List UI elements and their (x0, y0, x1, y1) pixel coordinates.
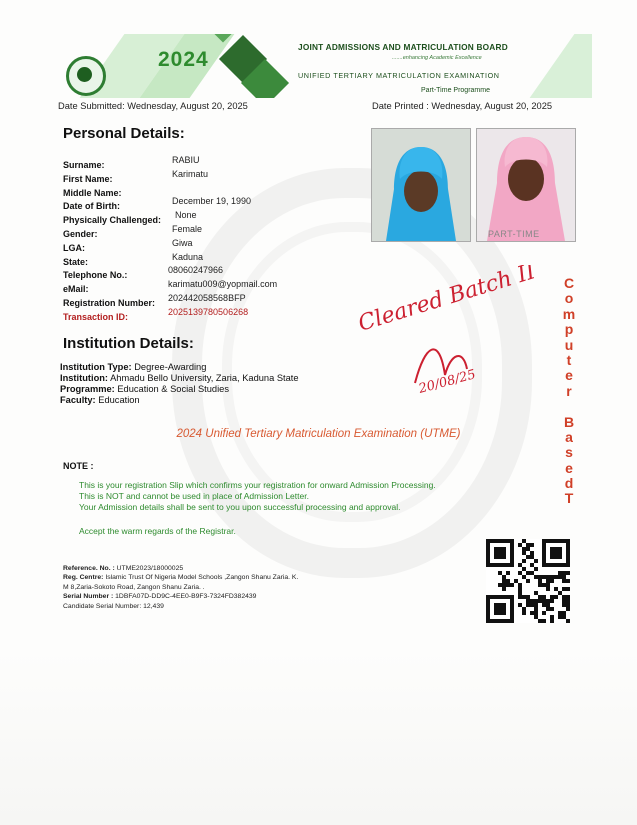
personal-field-row (63, 183, 343, 197)
vertical-letter: d (564, 475, 574, 492)
vertical-letter (562, 399, 576, 414)
personal-field-row (63, 307, 343, 321)
header-year: 2024 (158, 48, 209, 71)
vertical-letter: m (562, 305, 576, 322)
vertical-letter: r (566, 382, 572, 399)
handwritten-clearance (355, 265, 555, 410)
candidate-photo-1 (371, 128, 471, 242)
field-value: Giwa (172, 237, 193, 248)
personal-field-row (63, 196, 343, 210)
note-body: This is your registration Slip which confirms your registration for onward Admission Processing. This is NOT and cannot be used in place of Admission Letter. Your Admission details shall be sent to you upon successful processing and approval. (79, 480, 436, 512)
field-value: RABIU (172, 155, 200, 165)
computer-based-vertical-text (562, 276, 576, 507)
field-value: Karimatu (172, 168, 209, 179)
field-label: Transaction ID: (63, 311, 129, 322)
vertical-letter: u (564, 336, 574, 353)
board-tagline: .......enhancing Academic Excellence (392, 55, 482, 61)
field-label: Surname: (63, 160, 105, 170)
vertical-letter: C (563, 275, 575, 291)
personal-field-row (63, 210, 343, 224)
personal-fields (63, 155, 343, 321)
date-printed: Date Printed : Wednesday, August 20, 2025 (372, 101, 553, 111)
personal-field-row (63, 293, 343, 307)
qr-code-icon (486, 538, 570, 624)
field-value: 08060247966 (168, 265, 224, 276)
field-label: Gender: (63, 228, 98, 239)
photo-caption: PART-TIME (488, 229, 540, 239)
field-value: karimatu009@yopmail.com (168, 279, 278, 290)
board-name: JOINT ADMISSIONS AND MATRICULATION BOARD (298, 42, 508, 52)
personal-heading: Personal Details: (63, 125, 185, 142)
vertical-letter: s (565, 444, 573, 461)
field-label: Telephone No.: (63, 270, 128, 281)
institution-heading: Institution Details: (63, 335, 194, 352)
personal-field-row (63, 279, 343, 293)
vertical-letter: T (564, 490, 574, 507)
jamb-logo-core (77, 67, 92, 82)
exam-name: UNIFIED TERTIARY MATRICULATION EXAMINATION (298, 71, 500, 80)
field-value: December 19, 1990 (172, 196, 252, 207)
date-submitted: Date Submitted: Wednesday, August 20, 2025 (58, 101, 248, 111)
personal-field-row (63, 252, 343, 266)
utme-title: 2024 Unified Tertiary Matriculation Examination (UTME) (176, 428, 461, 440)
field-label: State: (63, 256, 89, 267)
note-title: NOTE : (63, 461, 94, 471)
vertical-letter: t (566, 351, 572, 368)
field-value: 202442058568BFP (168, 292, 246, 303)
personal-field-row (63, 155, 343, 169)
field-label: First Name: (63, 173, 113, 184)
field-label: eMail: (63, 284, 89, 295)
vertical-letter: B (563, 413, 575, 430)
field-label: LGA: (63, 242, 85, 253)
vertical-letter: o (564, 290, 574, 307)
field-value: 2025139780506268 (168, 306, 249, 317)
vertical-letter: a (565, 428, 573, 445)
institution-details: Institution Type: Degree-Awarding Institution: Ahmadu Bello University, Zaria, Kaduna State Programme: Education & Social Studies Faculty: Education (60, 362, 299, 405)
personal-field-row (63, 238, 343, 252)
field-value: None (175, 210, 197, 221)
personal-field-row (63, 224, 343, 238)
candidate-photo-2 (476, 128, 576, 242)
field-value: Kaduna (172, 251, 204, 262)
programme-name: Part-Time Programme (421, 87, 490, 94)
personal-field-row (63, 265, 343, 279)
field-label: Middle Name: (63, 187, 122, 198)
field-value: Female (172, 223, 203, 234)
vertical-letter: p (564, 321, 574, 338)
handwriting-line1: Cleared Batch II (355, 265, 539, 337)
note-regards: Accept the warm regards of the Registrar. (79, 526, 236, 536)
reference-block: Reference. No. : UTME2023/18000025 Reg. Centre: Islamic Trust Of Nigeria Model Schools ,Zangon Shanu Zaria. K. M 8,Zaria-Sokoto Road, Zangon Shanu Zaria. . Serial Number : 1DBFA07D-DD9C-4EE0-B9F3-7324FD382439 Candidate Serial Number: 12,439 (63, 565, 299, 610)
handwriting-line2: 20/08/25 (417, 367, 478, 397)
vertical-letter: e (565, 459, 573, 476)
field-label: Registration Number: (63, 297, 156, 308)
page-bottom-area (0, 650, 637, 825)
field-label: Physically Challenged: (63, 215, 162, 226)
vertical-letter: e (565, 367, 573, 384)
personal-field-row (63, 169, 343, 183)
field-label: Date of Birth: (63, 201, 120, 212)
